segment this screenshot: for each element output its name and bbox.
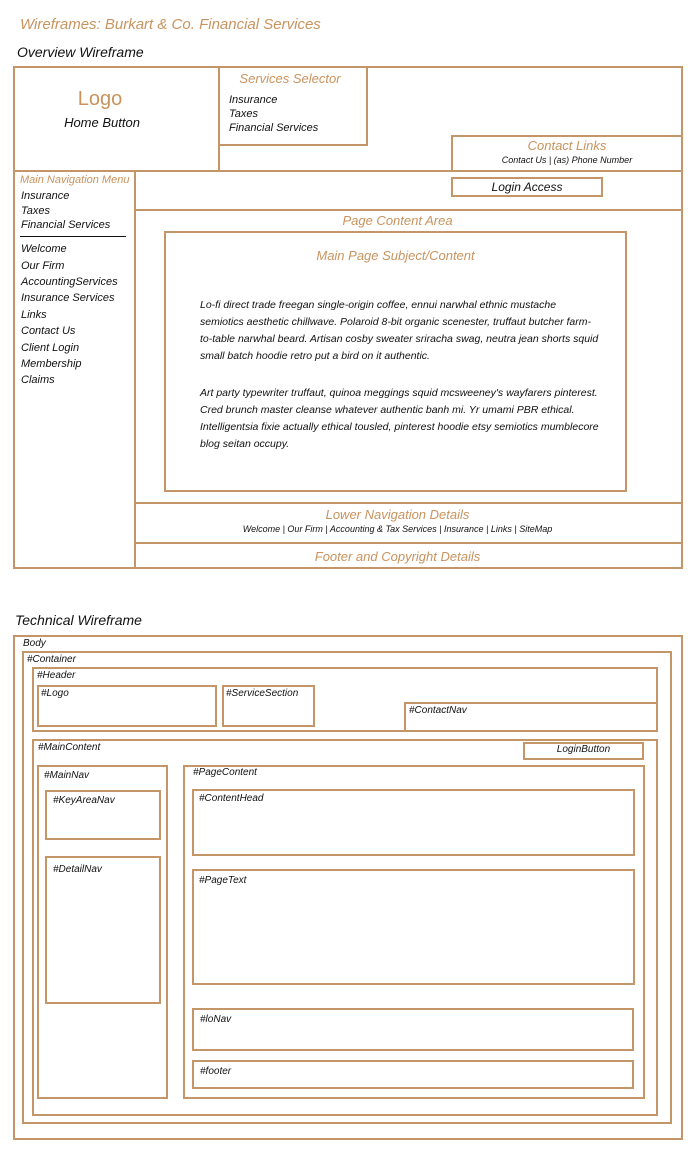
page-content-top-line [134, 209, 683, 211]
detail-nav-insurance-services[interactable]: Insurance Services [21, 292, 115, 304]
detail-nav-welcome[interactable]: Welcome [21, 243, 67, 255]
tech-footer-label: #footer [200, 1066, 232, 1077]
footer-top-line [134, 542, 683, 544]
tech-page-text-label: #PageText [199, 875, 247, 886]
tech-logo-label: #Logo [41, 688, 69, 699]
tech-detail-nav-label: #DetailNav [53, 864, 102, 875]
detail-nav-contact[interactable]: Contact Us [21, 325, 76, 337]
service-item-taxes[interactable]: Taxes [229, 108, 258, 120]
tech-header-label: #Header [37, 670, 76, 681]
login-access-label: Login Access [491, 180, 563, 194]
tech-lo-nav-label: #loNav [200, 1014, 232, 1025]
body-paragraph-1: Lo-fi direct trade freegan single-origin coffee, ennui narwhal ethnic mustache semiotics aesthetic chillwave. Polaroid 8-bit organic scenester, truffaut butcher farm-to-table narwhal beard. Artisan cosby sweater sriracha swag, neutra jean shorts squid small batch hoodie retro put a bird on it authentic. [200, 299, 599, 362]
tech-main-nav-label: #MainNav [44, 770, 90, 781]
tech-detail-nav [45, 856, 161, 1004]
service-item-insurance[interactable]: Insurance [229, 94, 278, 106]
detail-nav-our-firm[interactable]: Our Firm [21, 260, 65, 272]
tech-page-text [192, 869, 635, 985]
key-nav-insurance[interactable]: Insurance [21, 190, 70, 202]
key-nav-taxes[interactable]: Taxes [21, 205, 50, 217]
services-selector-title: Services Selector [239, 71, 341, 86]
page-content-area-title: Page Content Area [342, 213, 453, 228]
main-nav-title: Main Navigation Menu [20, 174, 130, 186]
page-title: Wireframes: Burkart & Co. Financial Services [20, 16, 321, 33]
home-button[interactable]: Home Button [64, 115, 140, 130]
tech-login-button-label: LoginButton [556, 744, 611, 755]
tech-key-area-nav-label: #KeyAreaNav [53, 795, 115, 806]
contact-links-title: Contact Links [527, 138, 607, 153]
tech-main-content-label: #MainContent [38, 742, 101, 753]
nav-divider [20, 236, 126, 237]
key-nav-financial[interactable]: Financial Services [21, 219, 111, 231]
overview-heading: Overview Wireframe [17, 44, 144, 60]
detail-nav-claims[interactable]: Claims [21, 374, 55, 386]
main-subject-title: Main Page Subject/Content [316, 248, 475, 263]
service-item-financial[interactable]: Financial Services [229, 122, 319, 134]
tech-lo-nav [192, 1008, 634, 1051]
tech-content-head-label: #ContentHead [199, 793, 264, 804]
detail-nav-membership[interactable]: Membership [21, 358, 82, 370]
contact-links-text[interactable]: Contact Us | (as) Phone Number [501, 155, 633, 165]
footer-title: Footer and Copyright Details [314, 549, 481, 564]
logo-text: Logo [77, 88, 123, 110]
tech-service-section-label: #ServiceSection [226, 688, 299, 699]
tech-container-label: #Container [27, 654, 76, 665]
tech-contact-nav-label: #ContactNav [409, 705, 467, 716]
body-paragraph-2: Art party typewriter truffaut, quinoa meggings squid mcsweeney's wayfarers pinterest. Cred brunch master cleanse whatever authentic banh mi. Yr umami PBR ethical. Intelligentsia fixie actually ethical tousled, pinterest hoodie etsy semiotics mumblecore blog seitan occupy. [200, 387, 599, 450]
technical-heading: Technical Wireframe [15, 612, 142, 628]
detail-nav-links[interactable]: Links [21, 309, 47, 321]
lower-nav-title: Lower Navigation Details [325, 507, 470, 522]
lower-nav-top-line [134, 502, 683, 504]
tech-page-content-label: #PageContent [193, 767, 257, 778]
tech-body-label: Body [23, 638, 46, 649]
detail-nav-accounting[interactable]: AccountingServices [21, 276, 118, 288]
lower-nav-links[interactable]: Welcome | Our Firm | Accounting & Tax Services | Insurance | Links | SiteMap [242, 524, 553, 534]
tech-footer [192, 1060, 634, 1089]
detail-nav-client-login[interactable]: Client Login [21, 342, 80, 354]
